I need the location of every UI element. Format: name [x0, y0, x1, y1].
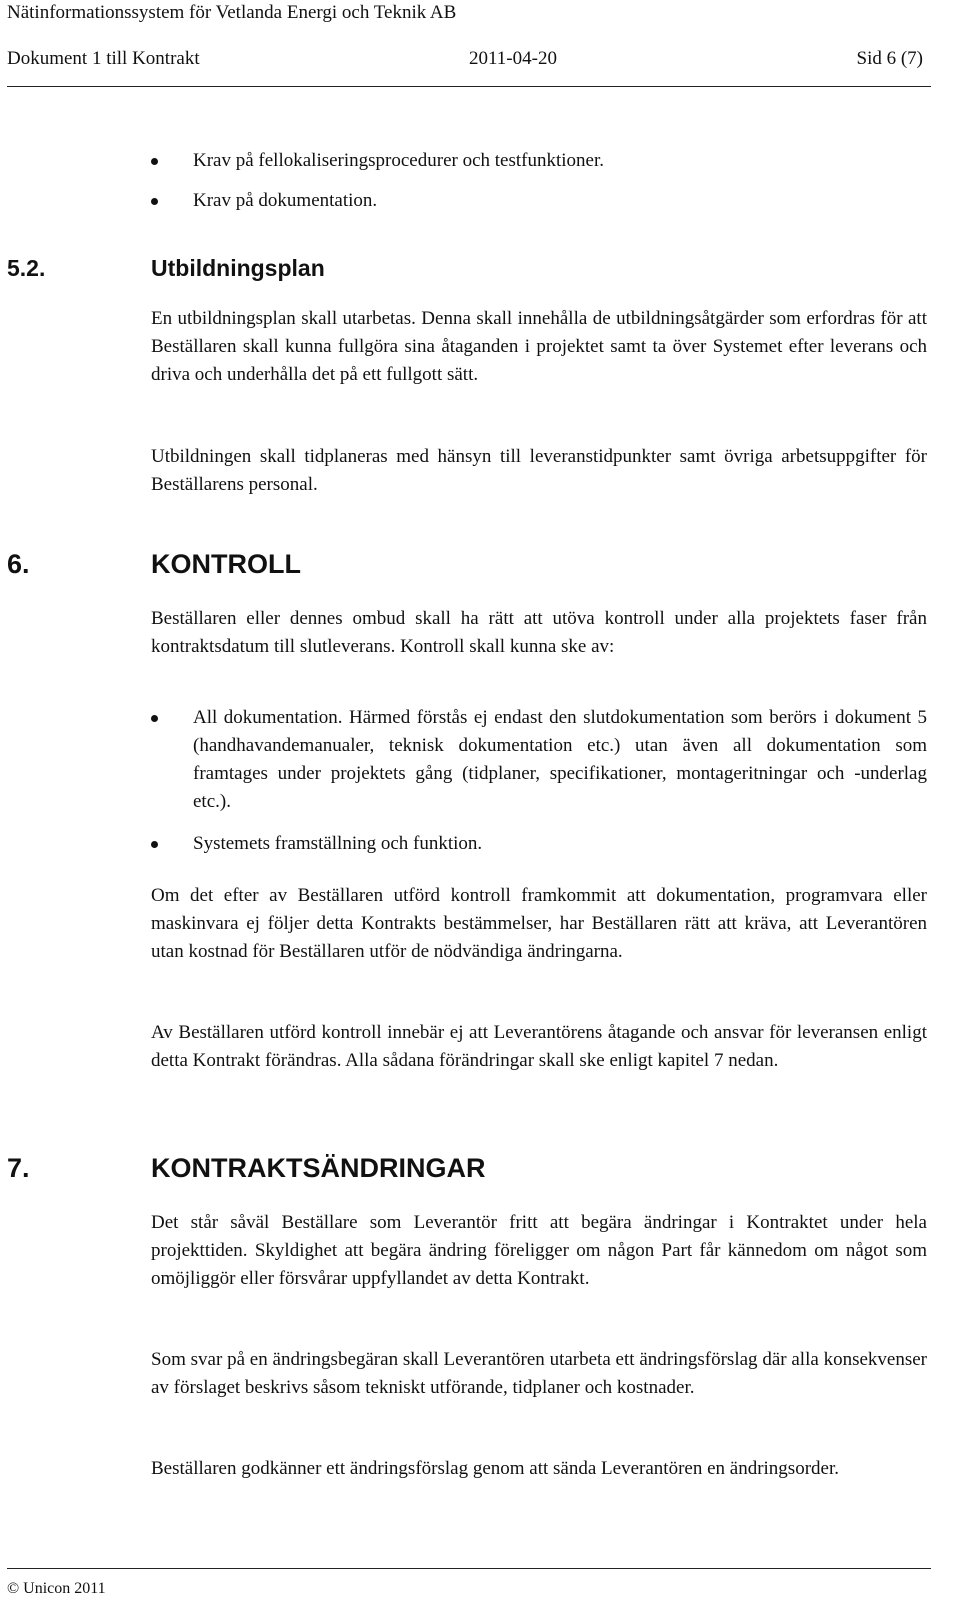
section-title: KONTRAKTSÄNDRINGAR — [151, 1153, 486, 1183]
bullet-icon — [151, 198, 158, 205]
footer-copyright: © Unicon 2011 — [7, 1580, 106, 1597]
paragraph: Utbildningen skall tidplaneras med hänsyn till leveranstidpunkter samt övriga arbetsuppgifter för Beställarens personal. — [151, 446, 927, 495]
paragraph: En utbildningsplan skall utarbetas. Denna skall innehålla de utbildningsåtgärder som erfordras för att Beställaren skall kunna fullgöra sina åtaganden i projektet samt ta över Systemet efter leverans och driva och underhålla det på ett fullgott sätt. — [151, 308, 927, 385]
paragraph: Som svar på en ändringsbegäran skall Leverantören utarbeta ett ändringsförslag där alla konsekvenser av förslaget beskrivs såsom tekniskt utförande, tidplaner och kostnader. — [151, 1349, 927, 1398]
section-title: KONTROLL — [151, 549, 301, 579]
section-number: 7. — [7, 1153, 30, 1183]
list-item: Krav på fellokaliseringsprocedurer och testfunktioner. — [193, 150, 604, 171]
document-header-row — [7, 46, 931, 72]
section-title: Utbildningsplan — [151, 255, 325, 281]
list-item: Krav på dokumentation. — [193, 190, 378, 211]
bullet-icon — [151, 841, 158, 848]
header-divider — [7, 86, 931, 87]
paragraph: Beställaren eller dennes ombud skall ha rätt att utöva kontroll under alla projektets faser från kontraktsdatum till slutleverans. Kontroll skall kunna ske av: — [151, 608, 927, 657]
list-item: All dokumentation. Härmed förstås ej endast den slutdokumentation som berörs i dokument 5 (handhavandemanualer, teknisk dokumentation etc.) utan även all dokumentation som framtages under projektets gång (tidplaner, specifikationer, montageritningar och -underlag etc.). — [193, 707, 927, 812]
section-number: 5.2. — [7, 255, 46, 281]
bullet-icon — [151, 158, 158, 165]
document-date: 2011-04-20 — [469, 48, 557, 69]
paragraph: Av Beställaren utförd kontroll innebär ej att Leverantörens åtagande och ansvar för leveransen enligt detta Kontrakt förändras. Alla sådana förändringar skall ske enligt kapitel 7 nedan. — [151, 1022, 927, 1071]
list-item: Systemets framställning och funktion. — [193, 833, 483, 854]
footer-divider — [7, 1568, 931, 1569]
paragraph: Det står såväl Beställare som Leverantör fritt att begära ändringar i Kontraktet under hela projekttiden. Skyldighet att begära ändring föreligger om någon Part får kännedom om något som omöjliggör eller försvårar uppfyllandet av detta Kontrakt. — [151, 1212, 927, 1289]
document-header-title: Nätinformationssystem för Vetlanda Energi och Teknik AB — [7, 2, 457, 23]
document-label: Dokument 1 till Kontrakt — [7, 48, 200, 69]
paragraph: Om det efter av Beställaren utförd kontroll framkommit att dokumentation, programvara eller maskinvara ej följer detta Kontrakts bestämmelser, har Beställaren rätt att kräva, att Leverantören utan kostnad för Beställaren utför de nödvändiga ändringarna. — [151, 885, 927, 962]
paragraph: Beställaren godkänner ett ändringsförslag genom att sända Leverantören en ändringsorder. — [151, 1458, 839, 1479]
section-number: 6. — [7, 549, 30, 579]
page-number: Sid 6 (7) — [856, 48, 923, 69]
bullet-icon — [151, 715, 158, 722]
